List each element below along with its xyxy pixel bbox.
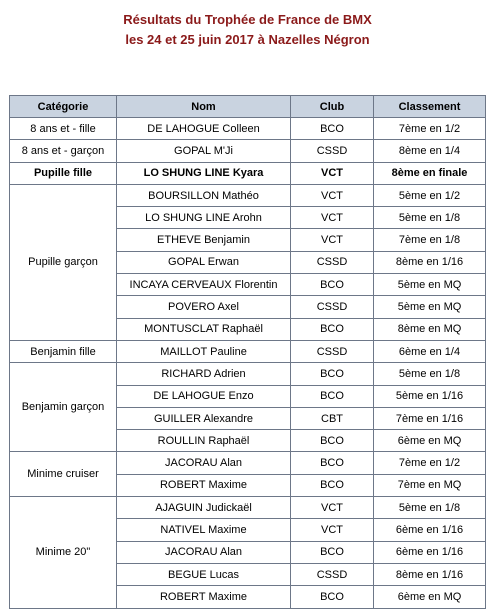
cell-nom: ETHEVE Benjamin <box>117 229 291 251</box>
table-row <box>10 162 486 184</box>
cell-club: VCT <box>291 162 374 184</box>
cell-club: BCO <box>291 363 374 385</box>
cell-classement: 8ème en 1/4 <box>374 140 486 162</box>
cell-club: VCT <box>291 497 374 519</box>
cell-nom: RICHARD Adrien <box>117 363 291 385</box>
cell-club: BCO <box>291 385 374 407</box>
cell-classement: 6ème en 1/4 <box>374 340 486 362</box>
cell-categorie: 8 ans et - fille <box>10 118 117 140</box>
cell-classement: 8ème en 1/16 <box>374 251 486 273</box>
table-row <box>10 452 486 474</box>
cell-categorie: Benjamin garçon <box>10 363 117 452</box>
cell-club: BCO <box>291 474 374 496</box>
cell-nom: DE LAHOGUE Colleen <box>117 118 291 140</box>
cell-categorie: Pupille fille <box>10 162 117 184</box>
cell-nom: POVERO Axel <box>117 296 291 318</box>
cell-classement: 6ème en 1/16 <box>374 541 486 563</box>
table-row <box>10 140 486 162</box>
page-subtitle: les 24 et 25 juin 2017 à Nazelles Négron <box>125 32 370 47</box>
cell-nom: INCAYA CERVEAUX Florentin <box>117 274 291 296</box>
header-categorie: Catégorie <box>10 96 117 118</box>
cell-nom: LO SHUNG LINE Kyara <box>117 162 291 184</box>
cell-club: CSSD <box>291 140 374 162</box>
cell-nom: BEGUE Lucas <box>117 563 291 585</box>
cell-classement: 5ème en 1/8 <box>374 497 486 519</box>
cell-nom: AJAGUIN Judickaël <box>117 497 291 519</box>
cell-club: BCO <box>291 318 374 340</box>
cell-nom: MONTUSCLAT Raphaël <box>117 318 291 340</box>
cell-club: BCO <box>291 586 374 608</box>
table-row <box>10 184 486 206</box>
cell-classement: 6ème en MQ <box>374 586 486 608</box>
cell-classement: 8ème en 1/16 <box>374 563 486 585</box>
table-header-row <box>10 96 486 118</box>
cell-categorie: 8 ans et - garçon <box>10 140 117 162</box>
cell-classement: 5ème en 1/16 <box>374 385 486 407</box>
cell-club: BCO <box>291 274 374 296</box>
cell-nom: GOPAL Erwan <box>117 251 291 273</box>
cell-classement: 8ème en MQ <box>374 318 486 340</box>
cell-nom: NATIVEL Maxime <box>117 519 291 541</box>
cell-classement: 7ème en 1/8 <box>374 229 486 251</box>
cell-classement: 5ème en MQ <box>374 296 486 318</box>
cell-nom: ROBERT Maxime <box>117 586 291 608</box>
cell-nom: BOURSILLON Mathéo <box>117 184 291 206</box>
cell-classement: 7ème en MQ <box>374 474 486 496</box>
cell-classement: 5ème en 1/2 <box>374 184 486 206</box>
cell-classement: 7ème en 1/2 <box>374 118 486 140</box>
cell-categorie: Pupille garçon <box>10 184 117 340</box>
page-title-block <box>0 10 495 50</box>
cell-club: VCT <box>291 519 374 541</box>
cell-club: CSSD <box>291 296 374 318</box>
cell-nom: GOPAL M'Ji <box>117 140 291 162</box>
cell-classement: 5ème en 1/8 <box>374 363 486 385</box>
cell-club: VCT <box>291 207 374 229</box>
cell-nom: ROULLIN Raphaël <box>117 430 291 452</box>
cell-classement: 5ème en 1/8 <box>374 207 486 229</box>
cell-club: BCO <box>291 430 374 452</box>
page-title: Résultats du Trophée de France de BMX <box>123 12 372 27</box>
cell-nom: ROBERT Maxime <box>117 474 291 496</box>
cell-categorie: Minime 20" <box>10 497 117 608</box>
cell-club: CSSD <box>291 563 374 585</box>
cell-classement: 6ème en 1/16 <box>374 519 486 541</box>
cell-club: CSSD <box>291 340 374 362</box>
cell-classement: 8ème en finale <box>374 162 486 184</box>
cell-classement: 7ème en 1/2 <box>374 452 486 474</box>
cell-club: BCO <box>291 118 374 140</box>
table-row <box>10 118 486 140</box>
header-classement: Classement <box>374 96 486 118</box>
cell-nom: JACORAU Alan <box>117 541 291 563</box>
results-body <box>10 118 486 609</box>
header-nom: Nom <box>117 96 291 118</box>
cell-nom: LO SHUNG LINE Arohn <box>117 207 291 229</box>
cell-nom: MAILLOT Pauline <box>117 340 291 362</box>
cell-classement: 5ème en MQ <box>374 274 486 296</box>
cell-club: BCO <box>291 452 374 474</box>
header-club: Club <box>291 96 374 118</box>
cell-nom: JACORAU Alan <box>117 452 291 474</box>
table-row <box>10 497 486 519</box>
table-row <box>10 340 486 362</box>
cell-classement: 6ème en MQ <box>374 430 486 452</box>
cell-club: CBT <box>291 407 374 429</box>
cell-nom: DE LAHOGUE Enzo <box>117 385 291 407</box>
results-table <box>9 95 486 609</box>
cell-categorie: Minime cruiser <box>10 452 117 497</box>
cell-club: BCO <box>291 541 374 563</box>
cell-club: CSSD <box>291 251 374 273</box>
table-row <box>10 363 486 385</box>
cell-classement: 7ème en 1/16 <box>374 407 486 429</box>
cell-club: VCT <box>291 184 374 206</box>
cell-club: VCT <box>291 229 374 251</box>
cell-nom: GUILLER Alexandre <box>117 407 291 429</box>
cell-categorie: Benjamin fille <box>10 340 117 362</box>
